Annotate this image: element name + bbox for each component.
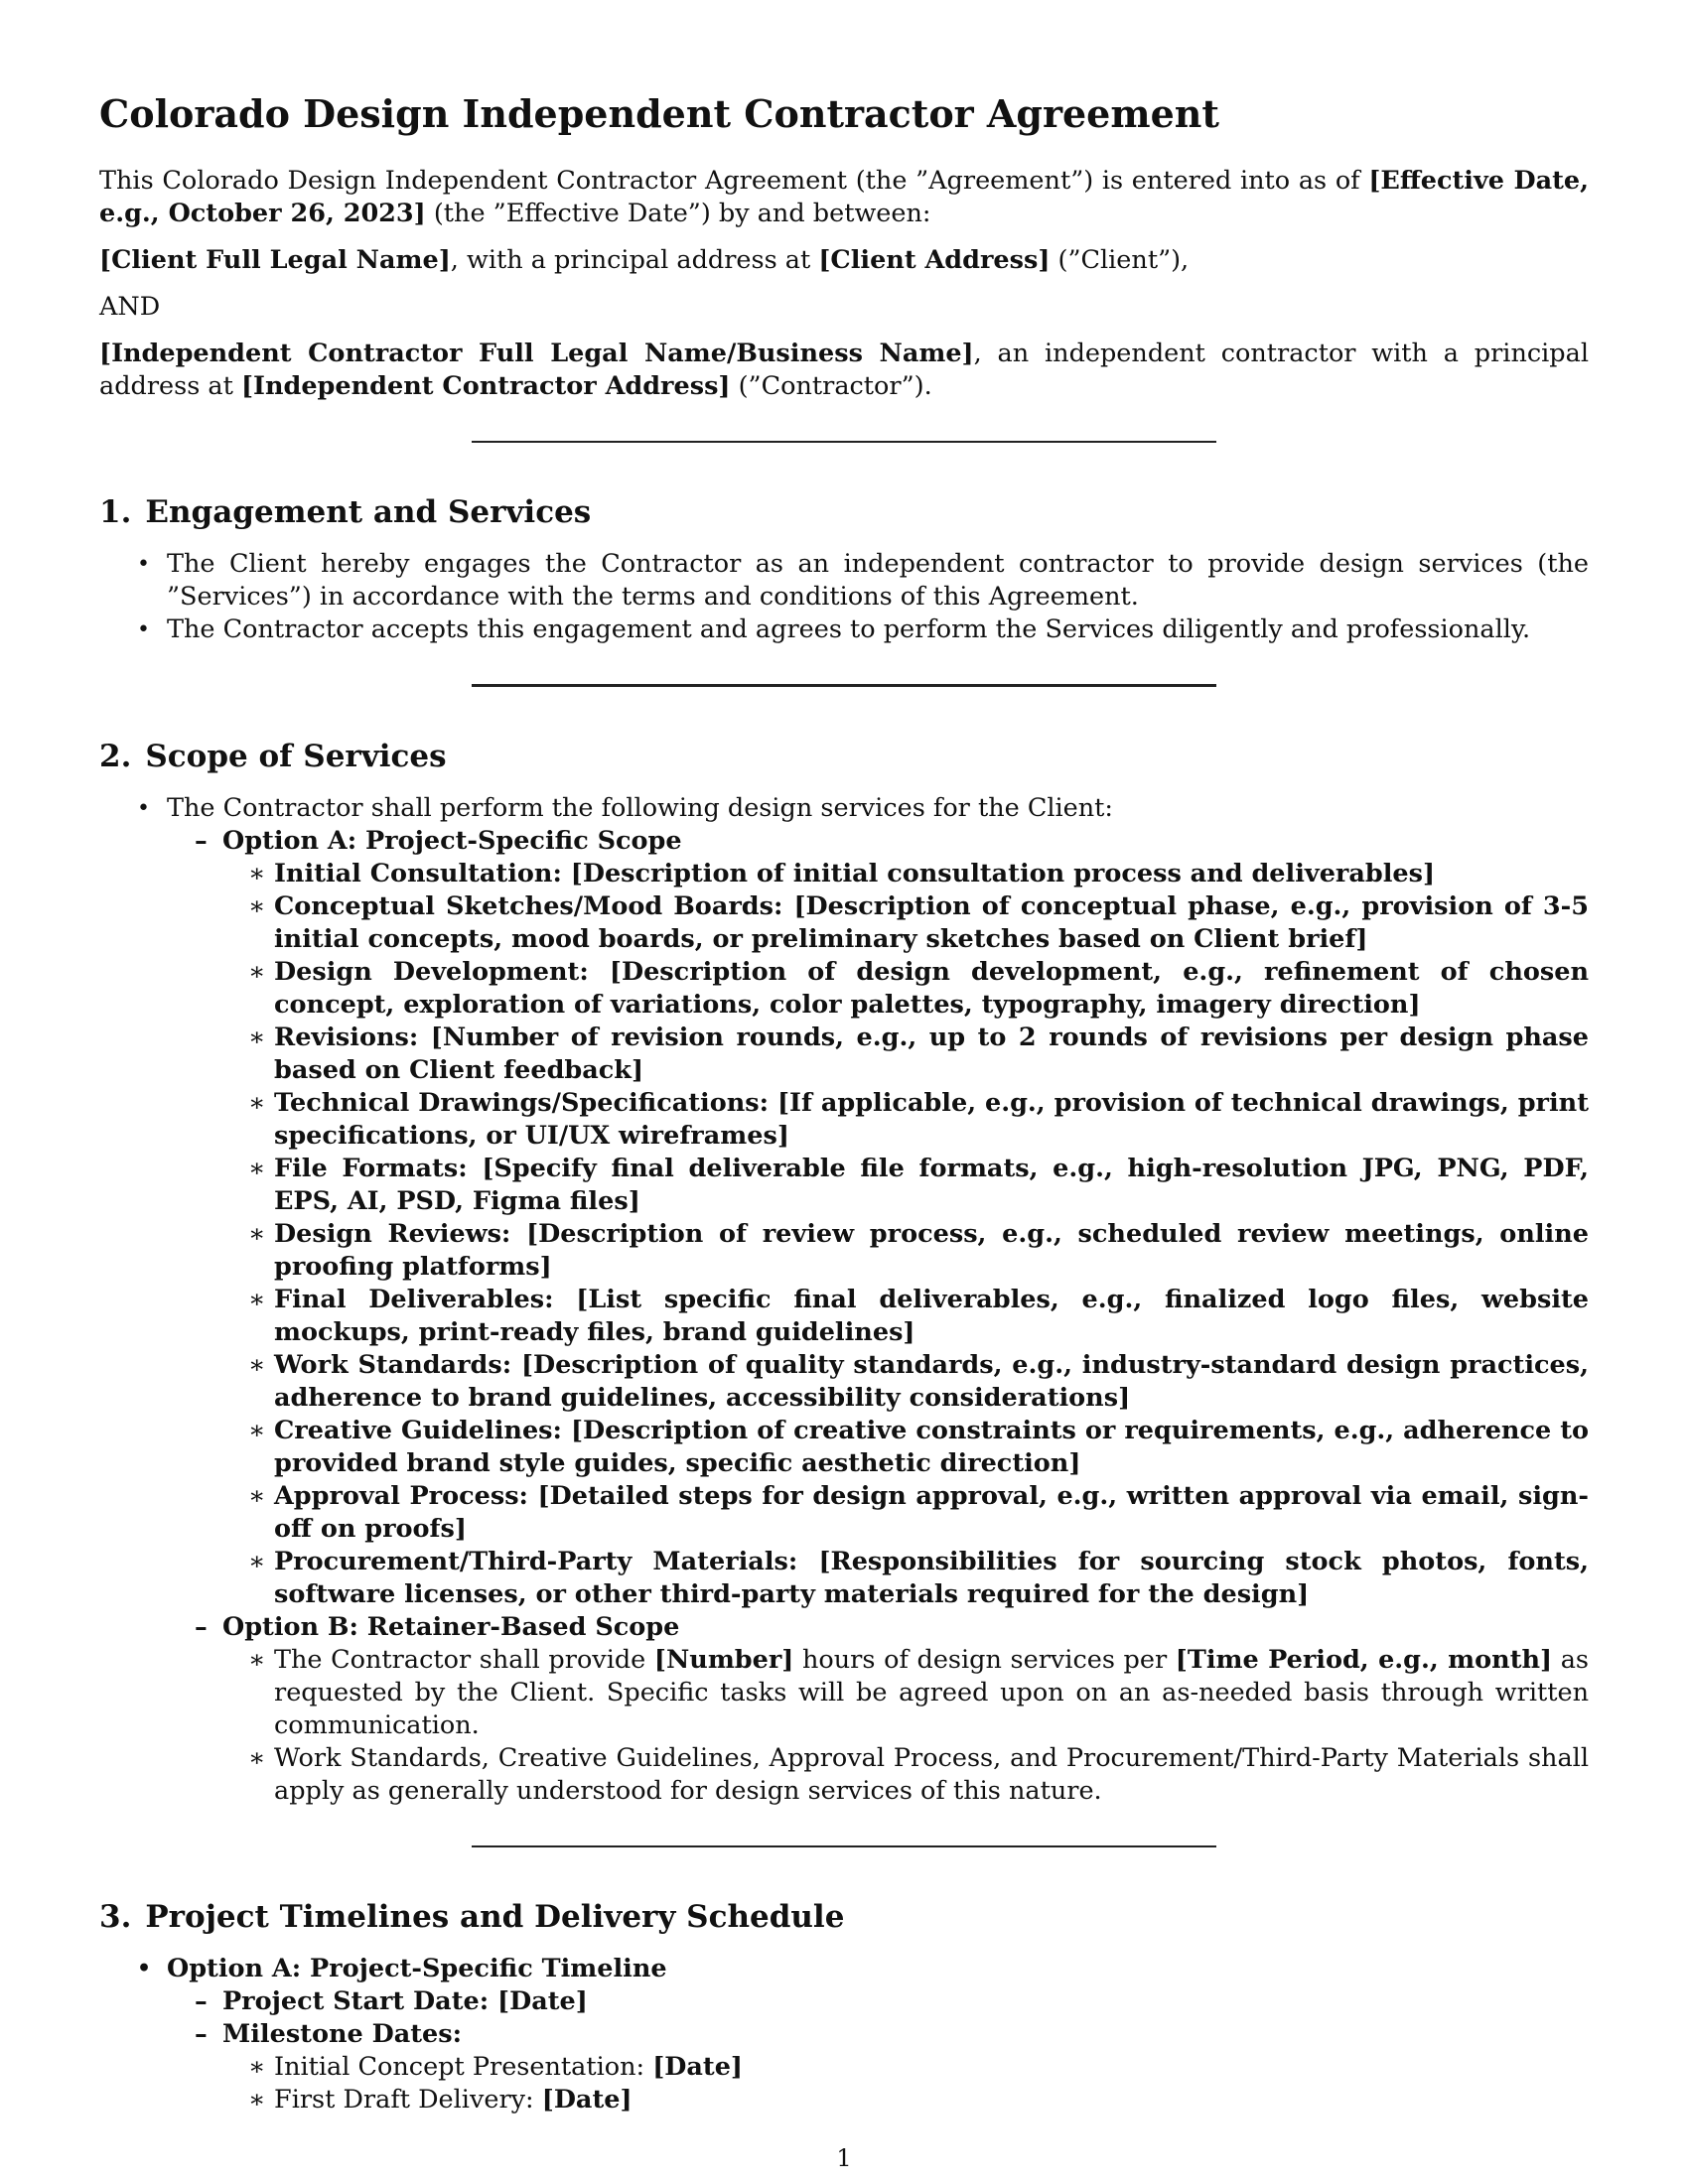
item-key: File Formats: — [274, 1154, 468, 1183]
contractor-address-placeholder: [Independent Contractor Address] — [240, 371, 731, 401]
item-value: [Description of review process, e.g., scheduled review meetings, online proofing platforms] — [274, 1219, 1589, 1282]
section-3-list — [99, 1953, 1589, 2116]
section-number: 1. — [99, 494, 132, 530]
section-title: Project Timelines and Delivery Schedule — [145, 1899, 845, 1935]
item-value: [Specify final deliverable file formats, e.g., high-resolution JPG, PNG, PDF, EPS, AI, PSD, Figma files] — [274, 1154, 1589, 1216]
client-label: (”Client”), — [1050, 245, 1190, 275]
list-item — [212, 1218, 1589, 1284]
scope-lead: The Contractor shall perform the following design services for the Client: — [167, 793, 1114, 823]
option-a-label: Option A: Project-Specific Scope — [222, 826, 682, 856]
milestones-label: Milestone Dates: — [222, 2019, 463, 2049]
intro-paragraph — [99, 165, 1589, 230]
item-key: Final Deliverables: — [274, 1285, 554, 1314]
milestone-items — [212, 2051, 1589, 2116]
item-value: [Responsibilities for sourcing stock photos, fonts, software licenses, or other third-party materials required for the design] — [274, 1547, 1589, 1609]
section-3-heading — [99, 1897, 1589, 1937]
option-b-label: Option B: Retainer-Based Scope — [222, 1612, 680, 1642]
section-number: 2. — [99, 739, 132, 774]
timeline-items — [161, 1985, 1589, 2116]
page-number: 1 — [836, 2144, 852, 2172]
list-item — [99, 1953, 1589, 2116]
item-key: Work Standards: — [274, 1350, 512, 1380]
item-value: [Description of creative constraints or requirements, e.g., adherence to provided brand style guides, specific aesthetic direction] — [274, 1416, 1589, 1478]
intro-text: This Colorado Design Independent Contractor Agreement (the ”Agreement”) is entered into as of — [99, 166, 1369, 196]
client-paragraph — [99, 244, 1589, 277]
item-value: [Description of design development, e.g., refinement of chosen concept, exploration of variations, color palettes, typography, imagery direction] — [274, 957, 1589, 1020]
list-item — [212, 1349, 1589, 1415]
client-name-placeholder: [Client Full Legal Name] — [99, 245, 451, 275]
list-item — [212, 1546, 1589, 1611]
time-period-placeholder: [Time Period, e.g., month] — [1175, 1645, 1553, 1675]
list-item — [212, 1644, 1589, 1742]
intro-text-end: (the ”Effective Date”) by and between: — [425, 199, 931, 228]
item-value: [Date] — [541, 2085, 633, 2115]
list-item — [212, 1284, 1589, 1349]
contractor-paragraph — [99, 338, 1589, 403]
list-item: • The Contractor accepts this engagement and agrees to perform the Services diligently and professionally. — [99, 614, 1589, 646]
document-title: Colorado Design Independent Contractor Agreement — [99, 91, 1219, 136]
list-item — [212, 890, 1589, 956]
effective-date-placeholder: [Effective Date, e.g., October 26, 2023] — [99, 166, 1589, 228]
section-2-list — [99, 792, 1589, 1808]
item-value: [If applicable, e.g., provision of technical drawings, print specifications, or UI/UX wireframes] — [274, 1088, 1589, 1151]
item-key: Design Reviews: — [274, 1219, 511, 1249]
divider — [472, 684, 1216, 687]
contractor-text: , an independent contractor with a principal address at — [99, 339, 1589, 401]
item-key: Revisions: — [274, 1023, 419, 1052]
list-item — [212, 1153, 1589, 1218]
item-text: hours of design services per — [793, 1645, 1176, 1675]
item-value: [Description of quality standards, e.g., industry-standard design practices, adherence to brand guidelines, accessibility considerations] — [274, 1350, 1589, 1413]
contractor-name-placeholder: [Independent Contractor Full Legal Name/Business Name] — [99, 339, 974, 368]
scope-options — [161, 825, 1589, 1808]
item-value: [List specific final deliverables, e.g., finalized logo files, website mockups, print-ready files, brand guidelines] — [274, 1285, 1590, 1347]
section-title: Engagement and Services — [145, 494, 592, 530]
list-item — [212, 858, 1589, 890]
timeline-option-a: Option A: Project-Specific Timeline — [167, 1954, 667, 1983]
option-a — [161, 825, 1589, 1611]
item-value: [Description of initial consultation process and deliverables] — [570, 859, 1436, 888]
item-key: Design Development: — [274, 957, 589, 987]
item-key: Initial Consultation: — [274, 859, 562, 888]
list-item — [212, 1022, 1589, 1087]
and-paragraph: AND — [99, 292, 161, 322]
list-item — [161, 2018, 1589, 2116]
item-key: Technical Drawings/Specifications: — [274, 1088, 770, 1118]
list-item — [161, 1985, 1589, 2018]
client-text: , with a principal address at — [450, 245, 819, 275]
item-key: Procurement/Third-Party Materials: — [274, 1547, 798, 1576]
section-2-heading — [99, 737, 1589, 776]
item-value: [Number of revision rounds, e.g., up to 2 rounds of revisions per design phase based on Client feedback] — [274, 1023, 1589, 1085]
item-key: Approval Process: — [274, 1481, 528, 1511]
item-key: Creative Guidelines: — [274, 1416, 562, 1445]
divider — [472, 1845, 1216, 1847]
item-key: Conceptual Sketches/Mood Boards: — [274, 891, 783, 921]
number-placeholder: [Number] — [653, 1645, 794, 1675]
divider — [472, 441, 1216, 443]
list-item — [212, 1087, 1589, 1153]
option-b — [161, 1611, 1589, 1808]
item-key: Project Start Date: — [222, 1986, 490, 2016]
contractor-label: (”Contractor”). — [730, 371, 932, 401]
list-item — [212, 1415, 1589, 1480]
client-address-placeholder: [Client Address] — [818, 245, 1051, 275]
list-item: • The Client hereby engages the Contractor as an independent contractor to provide design services (the ”Services”) in accordance with the terms and conditions of this Agreement. — [99, 548, 1589, 614]
option-b-items — [212, 1644, 1589, 1808]
section-number: 3. — [99, 1899, 132, 1935]
section-1-heading — [99, 492, 1589, 532]
item-value: [Detailed steps for design approval, e.g., written approval via email, sign-off on proofs] — [274, 1481, 1589, 1544]
item-key: First Draft Delivery: — [274, 2085, 542, 2115]
list-item — [212, 2051, 1589, 2084]
item-value: [Date] — [652, 2052, 743, 2082]
option-a-items — [212, 858, 1589, 1611]
list-item: ∗ Work Standards, Creative Guidelines, Approval Process, and Procurement/Third-Party Materials shall apply as generally understood for design services of this nature. — [212, 1742, 1589, 1808]
item-value: [Description of conceptual phase, e.g., provision of 3-5 initial concepts, mood boards, or preliminary sketches based on Client brief] — [274, 891, 1589, 954]
list-item — [212, 1480, 1589, 1546]
list-item — [99, 792, 1589, 1808]
item-value: [Date] — [497, 1986, 588, 2016]
item-key: Initial Concept Presentation: — [274, 2052, 653, 2082]
document-page — [99, 77, 1589, 2116]
list-item — [212, 2084, 1589, 2116]
section-1-list — [99, 548, 1589, 646]
list-item — [212, 956, 1589, 1022]
section-title: Scope of Services — [145, 739, 447, 774]
item-text: as requested by the Client. Specific tasks will be agreed upon on an as-needed basis through written communication. — [274, 1645, 1590, 1740]
item-text: The Contractor shall provide — [274, 1645, 654, 1675]
